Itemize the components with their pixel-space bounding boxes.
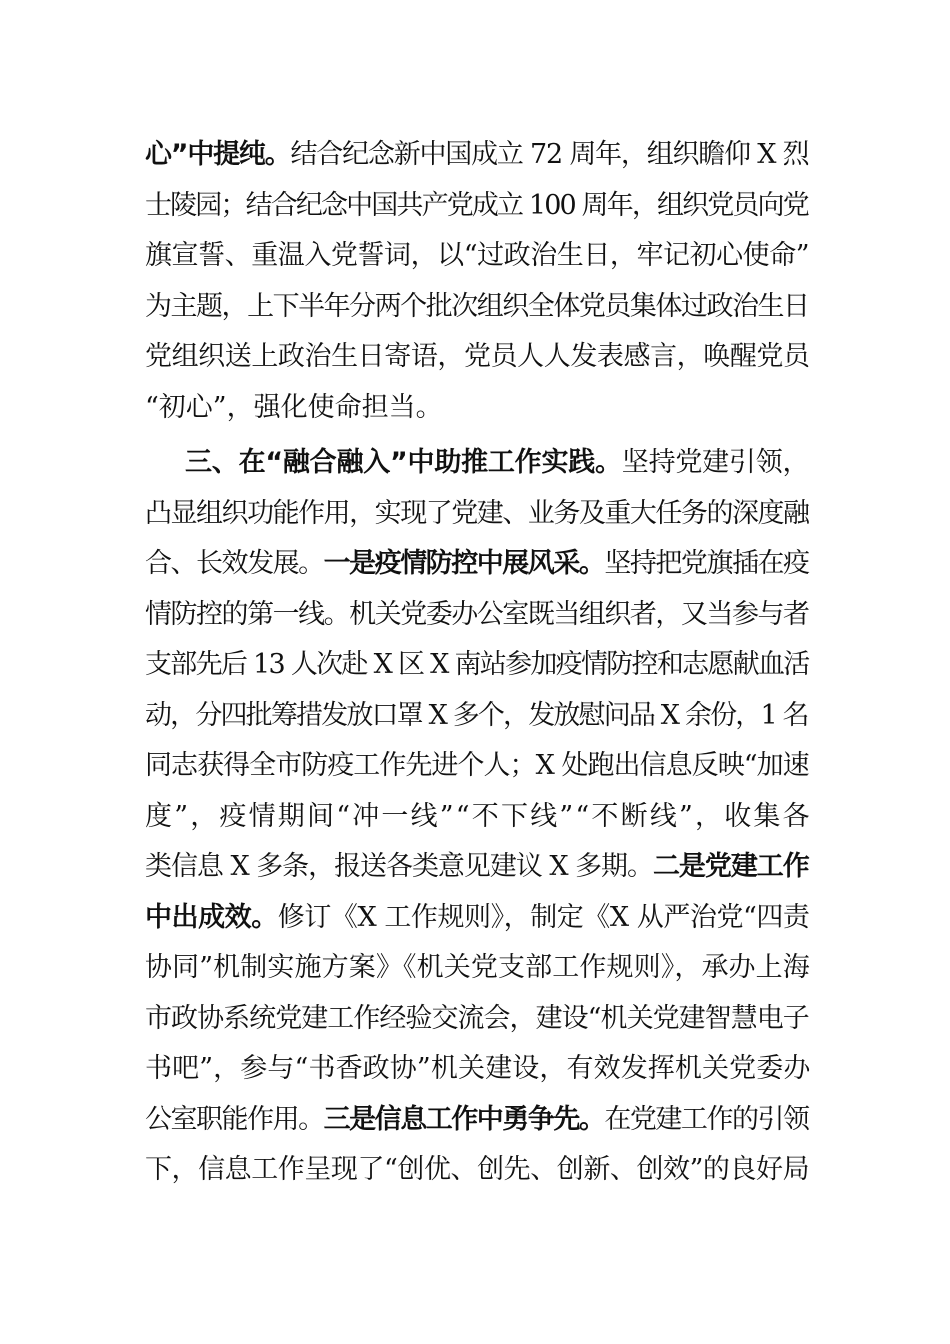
- text-run: 书吧”，参与“书香政协”机关建设，有效发挥机关党委办: [145, 1053, 811, 1084]
- text-line: [145, 852, 809, 882]
- bold-text-run: 一是疫情防控中展风采。: [323, 548, 605, 579]
- text-run: 合、长效发展。: [145, 548, 324, 579]
- text-line: [145, 1004, 809, 1034]
- text-run: 市政协系统党建工作经验交流会，建设“机关党建智慧电子: [145, 1002, 809, 1034]
- text-line: [145, 549, 809, 579]
- text-line: [145, 1105, 809, 1135]
- text-line: [145, 650, 809, 680]
- text-run: 动，分四批筹措发放口罩 X 多个，发放慰问品 X 余份，1 名: [145, 699, 808, 731]
- bold-text-run: 心”中提纯。: [145, 139, 291, 170]
- bold-text-run: 三是信息工作中勇争先。: [323, 1103, 605, 1135]
- text-run: 旗宣誓、重温入党誓词，以“过政治生日，牢记初心使命”: [145, 240, 810, 271]
- text-line: [185, 448, 809, 478]
- text-line: [145, 1155, 809, 1185]
- text-line: [145, 393, 443, 423]
- bold-text-run: 中出成效。: [145, 901, 278, 933]
- text-line: [145, 751, 809, 781]
- text-run: 修订《X 工作规则》，制定《X 从严治党“四责: [277, 901, 810, 933]
- bold-text-run: 三、在“融合融入”中助推工作实践。: [185, 447, 622, 478]
- text-line: [145, 903, 809, 933]
- text-run: 支部先后 13 人次赴 X 区 X 南站参加疫情防控和志愿献血活: [145, 649, 809, 680]
- text-line: [145, 191, 808, 221]
- text-run: 公室职能作用。: [145, 1103, 324, 1135]
- text-line: [145, 600, 809, 630]
- text-run: 士陵园；结合纪念中国共产党成立 100 周年，组织党员向党: [145, 189, 808, 221]
- text-run: 结合纪念新中国成立 72 周年，组织瞻仰 X 烈: [290, 139, 809, 170]
- text-run: “初心”，强化使命担当。: [145, 391, 443, 423]
- text-run: 坚持党建引领，: [621, 447, 810, 478]
- text-run: 坚持把党旗插在疫: [604, 548, 809, 579]
- bold-text-run: 二是党建工作: [652, 851, 809, 882]
- text-line: [145, 140, 808, 170]
- text-line: [145, 342, 810, 372]
- text-run: 度”，疫情期间“冲一线”“不下线”“不断线”，收集各: [145, 800, 812, 832]
- text-line: [145, 802, 812, 832]
- text-run: 在党建工作的引领: [604, 1103, 809, 1135]
- text-run: 同志获得全市防疫工作先进个人；X 处跑出信息反映“加速: [145, 750, 809, 781]
- text-run: 情防控的第一线。机关党委办公室既当组织者，又当参与者: [145, 598, 809, 630]
- text-run: 党组织送上政治生日寄语，党员人人发表感言，唤醒党员: [145, 341, 810, 372]
- text-line: [145, 701, 808, 731]
- text-line: [145, 241, 809, 271]
- text-line: [145, 1054, 811, 1084]
- text-run: 为主题，上下半年分两个批次组织全体党员集体过政治生日: [145, 290, 809, 322]
- text-run: 凸显组织功能作用，实现了党建、业务及重大任务的深度融: [145, 497, 809, 529]
- text-run: 协同”机制实施方案》《机关党支部工作规则》，承办上海: [145, 952, 810, 983]
- text-line: [145, 292, 809, 322]
- text-run: 类信息 X 多条，报送各类意见建议 X 多期。: [145, 851, 653, 882]
- text-line: [145, 953, 810, 983]
- text-line: [145, 499, 809, 529]
- text-run: 下，信息工作呈现了“创优、创先、创新、创效”的良好局: [145, 1154, 810, 1185]
